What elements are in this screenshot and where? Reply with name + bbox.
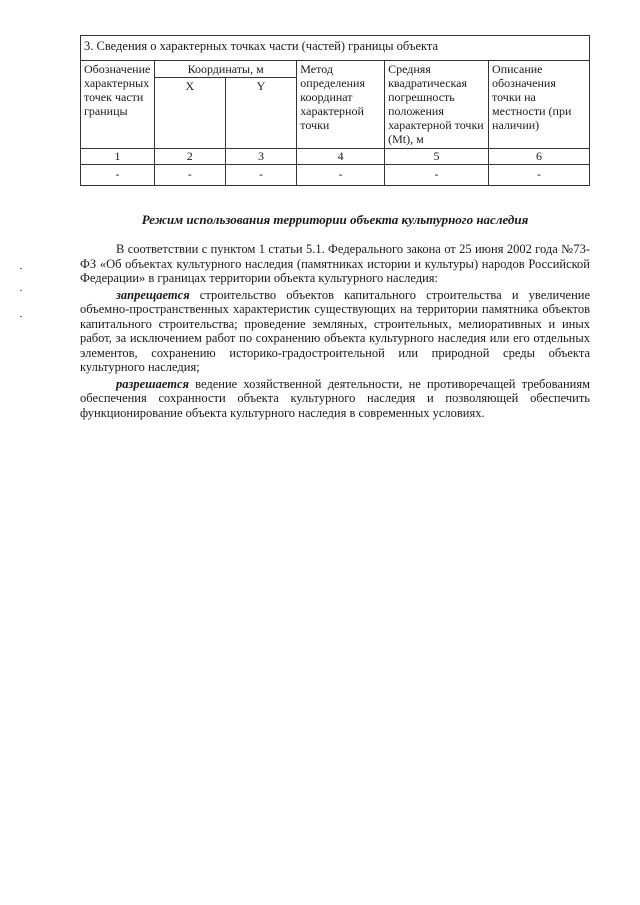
table-cell: -	[385, 165, 489, 186]
table-cell: -	[81, 165, 155, 186]
column-number: 1	[81, 149, 155, 165]
header-y: Y	[225, 78, 297, 149]
column-number: 6	[489, 149, 590, 165]
prohibited-paragraph	[80, 288, 590, 375]
column-number: 2	[154, 149, 225, 165]
header-coordinates: Координаты, м	[154, 61, 296, 78]
prohibited-label: запрещается	[116, 287, 190, 302]
margin-mark	[20, 290, 22, 291]
header-accuracy: Средняя квадратическая погрешность положения характерной точки (Mt), м	[385, 61, 489, 149]
table-cell: -	[154, 165, 225, 186]
header-method: Метод определения координат характерной точки	[297, 61, 385, 149]
section-body	[80, 242, 590, 422]
header-x: X	[154, 78, 225, 149]
boundary-points-table	[80, 35, 590, 186]
margin-mark	[20, 268, 22, 269]
header-designation: Обозначение характерных точек части границы	[81, 61, 155, 149]
table-caption: 3. Сведения о характерных точках части (частей) границы объекта	[81, 36, 590, 61]
column-number: 4	[297, 149, 385, 165]
table-cell: -	[297, 165, 385, 186]
header-description: Описание обозначения точки на местности (при наличии)	[489, 61, 590, 149]
allowed-text: ведение хозяйственной деятельности, не противоречащей требованиям обеспечения сохранности объекта культурного наследия и позволяющей обеспечить функционирование объекта культурного наследия в современных условиях.	[80, 376, 590, 420]
table-cell: -	[489, 165, 590, 186]
allowed-paragraph	[80, 377, 590, 421]
column-number: 3	[225, 149, 297, 165]
column-number: 5	[385, 149, 489, 165]
table-row	[81, 165, 590, 186]
allowed-label: разрешается	[116, 376, 189, 391]
section-heading: Режим использования территории объекта культурного наследия	[141, 212, 529, 227]
column-numbers-row	[81, 149, 590, 165]
intro-paragraph: В соответствии с пунктом 1 статьи 5.1. Федерального закона от 25 июня 2002 года №73-ФЗ «Об объектах культурного наследия (памятниках истории и культуры) народов Российской Федерации» в границах территории объекта культурного наследия:	[80, 242, 590, 285]
margin-mark	[20, 316, 22, 317]
prohibited-text: строительство объектов капитального строительства и увеличение объемно-пространственных характеристик существующих на территории памятника объектов капитального строительства; проведение земляных, строительных, мелиоративных и иных работ, за исключением работ по сохранению объекта культурного наследия или его отдельных элементов, сохранению историко-градостроительной или природной среды объекта культурного наследия;	[80, 287, 590, 374]
table-cell: -	[225, 165, 297, 186]
